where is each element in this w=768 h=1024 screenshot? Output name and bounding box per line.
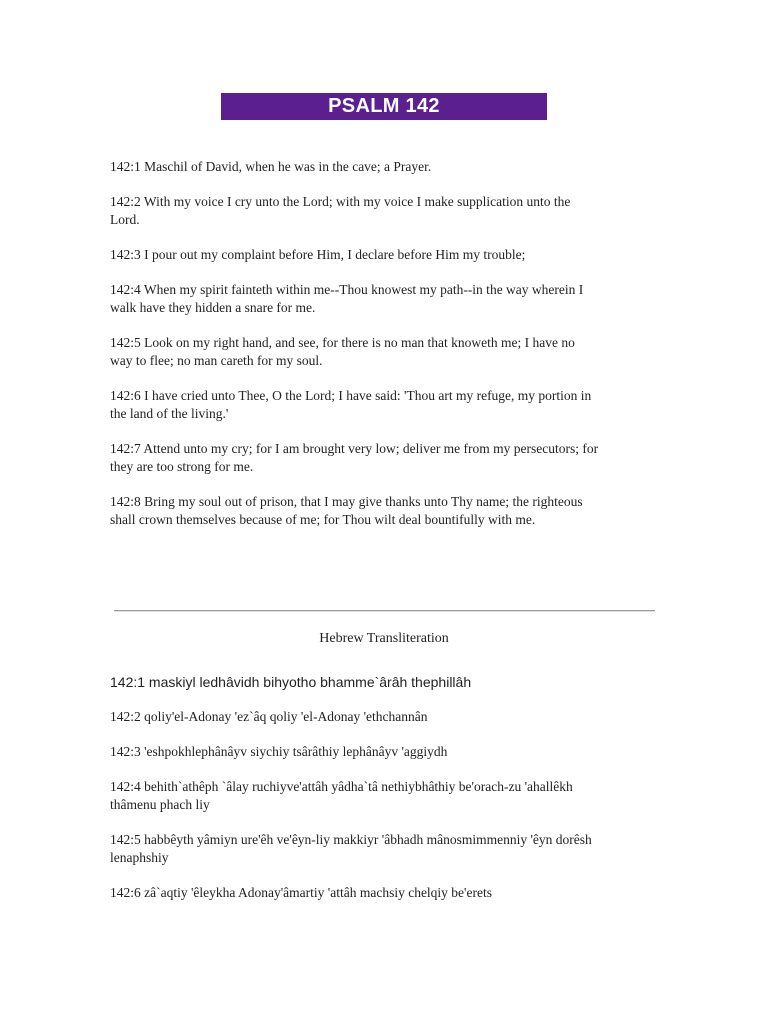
page-title: PSALM 142: [328, 95, 440, 117]
section-divider: [114, 610, 655, 612]
psalm-title-banner: [221, 93, 547, 120]
verse: 142:5 Look on my right hand, and see, for there is no man that knoweth me; I have no way to flee; no man careth for my soul.: [110, 335, 575, 368]
verse: 142:7 Attend unto my cry; for I am brought very low; deliver me from my persecutors; for they are too strong for me.: [110, 441, 599, 474]
transliteration-line: 142:6 zâ`aqtiy 'êleykha Adonay'âmartiy 'attâh machsiy chelqiy be'erets: [110, 885, 492, 900]
verse: 142:8 Bring my soul out of prison, that I may give thanks unto Thy name; the righteous shall crown themselves because of me; for Thou wilt deal bountifully with me.: [110, 494, 583, 527]
verse: 142:6 I have cried unto Thee, O the Lord; I have said: 'Thou art my refuge, my portion in the land of the living.': [110, 388, 592, 421]
verse: 142:2 With my voice I cry unto the Lord; with my voice I make supplication unto the Lord.: [110, 194, 571, 227]
verse: 142:3 I pour out my complaint before Him, I declare before Him my trouble;: [110, 247, 526, 262]
transliteration-line: 142:4 behith`athêph `âlay ruchiyve'attâh yâdha`tâ nethiybhâthiy be'orach-zu 'ahallêkh thâmenu phach liy: [110, 779, 573, 812]
transliteration-line: 142:3 'eshpokhlephânâyv siychiy tsârâthiy lephânâyv 'aggiydh: [110, 744, 448, 759]
transliteration-list: [110, 673, 610, 919]
verse-list: [110, 158, 600, 546]
transliteration-line: 142:2 qoliy'el-Adonay 'ez`âq qoliy 'el-Adonay 'ethchannân: [110, 709, 428, 724]
verse: 142:4 When my spirit fainteth within me--Thou knowest my path--in the way wherein I walk have they hidden a snare for me.: [110, 282, 584, 315]
verse: 142:1 Maschil of David, when he was in the cave; a Prayer.: [110, 159, 432, 174]
transliteration-heading: Hebrew Transliteration: [319, 631, 449, 646]
transliteration-line: 142:5 habbêyth yâmiyn ure'êh ve'êyn-liy makkiyr 'âbhadh mânosmimmenniy 'êyn dorêsh lenaphshiy: [110, 832, 592, 865]
transliteration-line: 142:1 maskiyl ledhâvidh bihyotho bhamme`ârâh thephillâh: [110, 674, 472, 690]
